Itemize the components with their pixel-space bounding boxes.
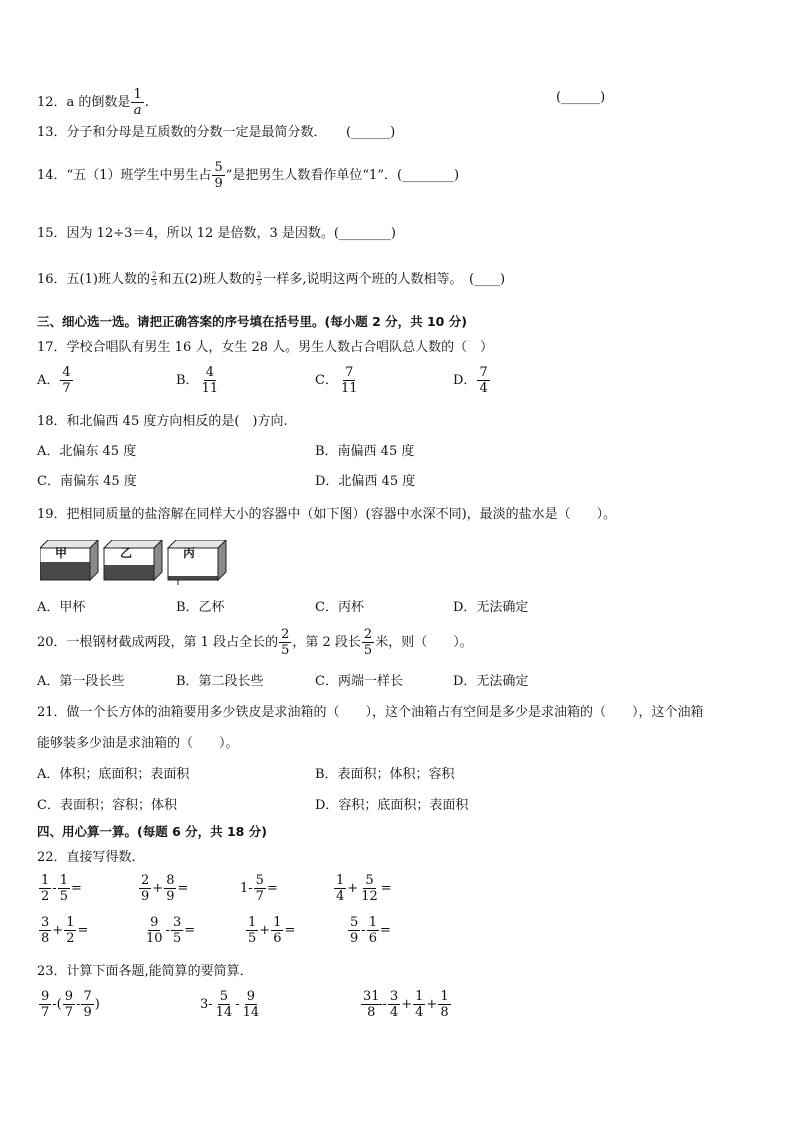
fraction: $\frac{4}{7}$ xyxy=(62,365,71,396)
fraction: $\frac{7}{11}$ xyxy=(340,365,358,396)
question-21-line-2: 能够装多少油是求油箱的（ ）。 xyxy=(37,736,239,751)
container-yi xyxy=(104,540,162,580)
salt-water-containers xyxy=(40,540,230,586)
option-21-a[interactable]: A．体积；底面积；表面积 xyxy=(37,767,190,782)
option-20-c[interactable]: C．两端一样长 xyxy=(315,674,403,689)
expression-23-3: $\frac{31}{8}$ - $\frac{3}{4}$ + $\frac{1}{4}$ + $\frac{1}{8}$ xyxy=(363,989,449,1020)
section-3-heading: 三、细心选一选。请把正确答案的序号填在括号里。(每小题 2 分，共 10 分) xyxy=(37,314,467,329)
container-bing xyxy=(168,540,226,585)
container-label-jia: 甲 xyxy=(55,546,68,560)
fraction: $\frac{2}{5}$ xyxy=(363,627,373,658)
option-18-a[interactable]: A．北偏东 45 度 xyxy=(37,444,137,459)
option-20-b[interactable]: B．第二段长些 xyxy=(176,674,264,689)
container-label-yi: 乙 xyxy=(120,546,133,560)
fraction: $\frac{7}{4}$ xyxy=(479,365,488,396)
option-19-a[interactable]: A．甲杯 xyxy=(37,600,86,615)
question-16: 16．五(1)班人数的 $\frac{2}{5}$ 和五(2)班人数的 $\frac{2}{5}$ 一样多,说明这两个班的人数相等。 (____) xyxy=(37,271,506,287)
expression-22-2: $\frac{2}{9}$ + $\frac{8}{9}$ = xyxy=(141,873,189,904)
container-jia xyxy=(40,540,98,580)
question-19: 19．把相同质量的盐溶解在同样大小的容器中（如下图）(容器中水深不同)，最淡的盐水是（ ）。 xyxy=(37,507,617,522)
question-17: 17．学校合唱队有男生 16 人，女生 28 人。男生人数占合唱队总人数的（ ） xyxy=(37,340,494,355)
option-17-b[interactable]: B． $\frac{4}{11}$ xyxy=(176,365,219,396)
fraction: $\frac{2}{5}$ xyxy=(281,627,290,658)
question-21-line-1: 21．做一个长方体的油箱要用多少铁皮是求油箱的（ ），这个油箱占有空间是多少是求油箱的（ ），这个油箱 xyxy=(37,705,704,720)
option-18-b[interactable]: B．南偏西 45 度 xyxy=(315,444,415,459)
question-23: 23．计算下面各题,能简算的要简算． xyxy=(37,964,253,979)
expression-22-6: $\frac{9}{10}$ - $\frac{3}{5}$ = xyxy=(146,915,196,946)
section-4-heading: 四、用心算一算。(每题 6 分，共 18 分) xyxy=(37,824,267,839)
fraction: $\frac{1}{a}$ xyxy=(133,87,142,118)
expression-23-1: $\frac{9}{7}$ -( $\frac{9}{7}$ - $\frac{7}{9}$ ) xyxy=(41,989,100,1020)
question-15: 15．因为 12÷3＝4，所以 12 是倍数，3 是因数。(________) xyxy=(37,226,397,241)
question-14: 14．“五（1）班学生中男生占 $\frac{5}{9}$ ”是把男生人数看作单位“1”．(________) xyxy=(37,160,460,191)
option-19-b[interactable]: B．乙杯 xyxy=(176,600,225,615)
option-17-c[interactable]: C． $\frac{7}{11}$ xyxy=(315,365,358,396)
question-12: 12．a 的倒数是 $\frac{1}{a}$ . xyxy=(37,87,149,118)
expression-22-8: $\frac{5}{9}$ - $\frac{1}{6}$ = xyxy=(350,915,391,946)
option-17-a[interactable]: A． $\frac{4}{7}$ xyxy=(37,365,71,396)
question-13: 13．分子和分母是互质数的分数一定是最简分数． (______) xyxy=(37,125,396,140)
question-20: 20．一根钢材截成两段，第 1 段占全长的 $\frac{2}{5}$ ，第 2 段长 $\frac{2}{5}$ 米，则（ ）。 xyxy=(37,627,473,658)
fraction: $\frac{2}{5}$ xyxy=(151,271,157,287)
option-21-c[interactable]: C．表面积；容积；体积 xyxy=(37,798,177,813)
question-18: 18．和北偏西 45 度方向相反的是( )方向. xyxy=(37,414,288,429)
option-21-d[interactable]: D．容积；底面积；表面积 xyxy=(315,798,469,813)
option-18-d[interactable]: D．北偏西 45 度 xyxy=(315,474,416,489)
option-21-b[interactable]: B．表面积；体积；容积 xyxy=(315,767,455,782)
expression-22-4: $\frac{1}{4}$ + $\frac{5}{12}$ = xyxy=(336,873,392,904)
fraction: $\frac{5}{9}$ xyxy=(214,160,223,191)
option-20-d[interactable]: D．无法确定 xyxy=(453,674,529,689)
option-17-d[interactable]: D． $\frac{7}{4}$ xyxy=(453,365,488,396)
expression-22-1: $\frac{1}{2}$ - $\frac{1}{5}$ = xyxy=(41,873,82,904)
option-19-c[interactable]: C．丙杯 xyxy=(315,600,364,615)
expression-22-3: 1- $\frac{5}{7}$ = xyxy=(240,873,278,904)
expression-22-7: $\frac{1}{5}$ + $\frac{1}{6}$ = xyxy=(248,915,296,946)
fraction: $\frac{2}{5}$ xyxy=(256,271,262,287)
answer-blank-12[interactable]: (______) xyxy=(556,90,606,105)
option-20-a[interactable]: A．第一段长些 xyxy=(37,674,125,689)
option-19-d[interactable]: D．无法确定 xyxy=(453,600,529,615)
expression-22-5: $\frac{3}{8}$ + $\frac{1}{2}$ = xyxy=(41,915,89,946)
fraction: $\frac{4}{11}$ xyxy=(201,365,219,396)
container-label-bing: 丙 xyxy=(183,546,196,560)
question-22: 22．直接写得数． xyxy=(37,850,145,865)
option-18-c[interactable]: C．南偏东 45 度 xyxy=(37,474,137,489)
expression-23-2: 3- $\frac{5}{14}$ - $\frac{9}{14}$ xyxy=(200,989,260,1020)
